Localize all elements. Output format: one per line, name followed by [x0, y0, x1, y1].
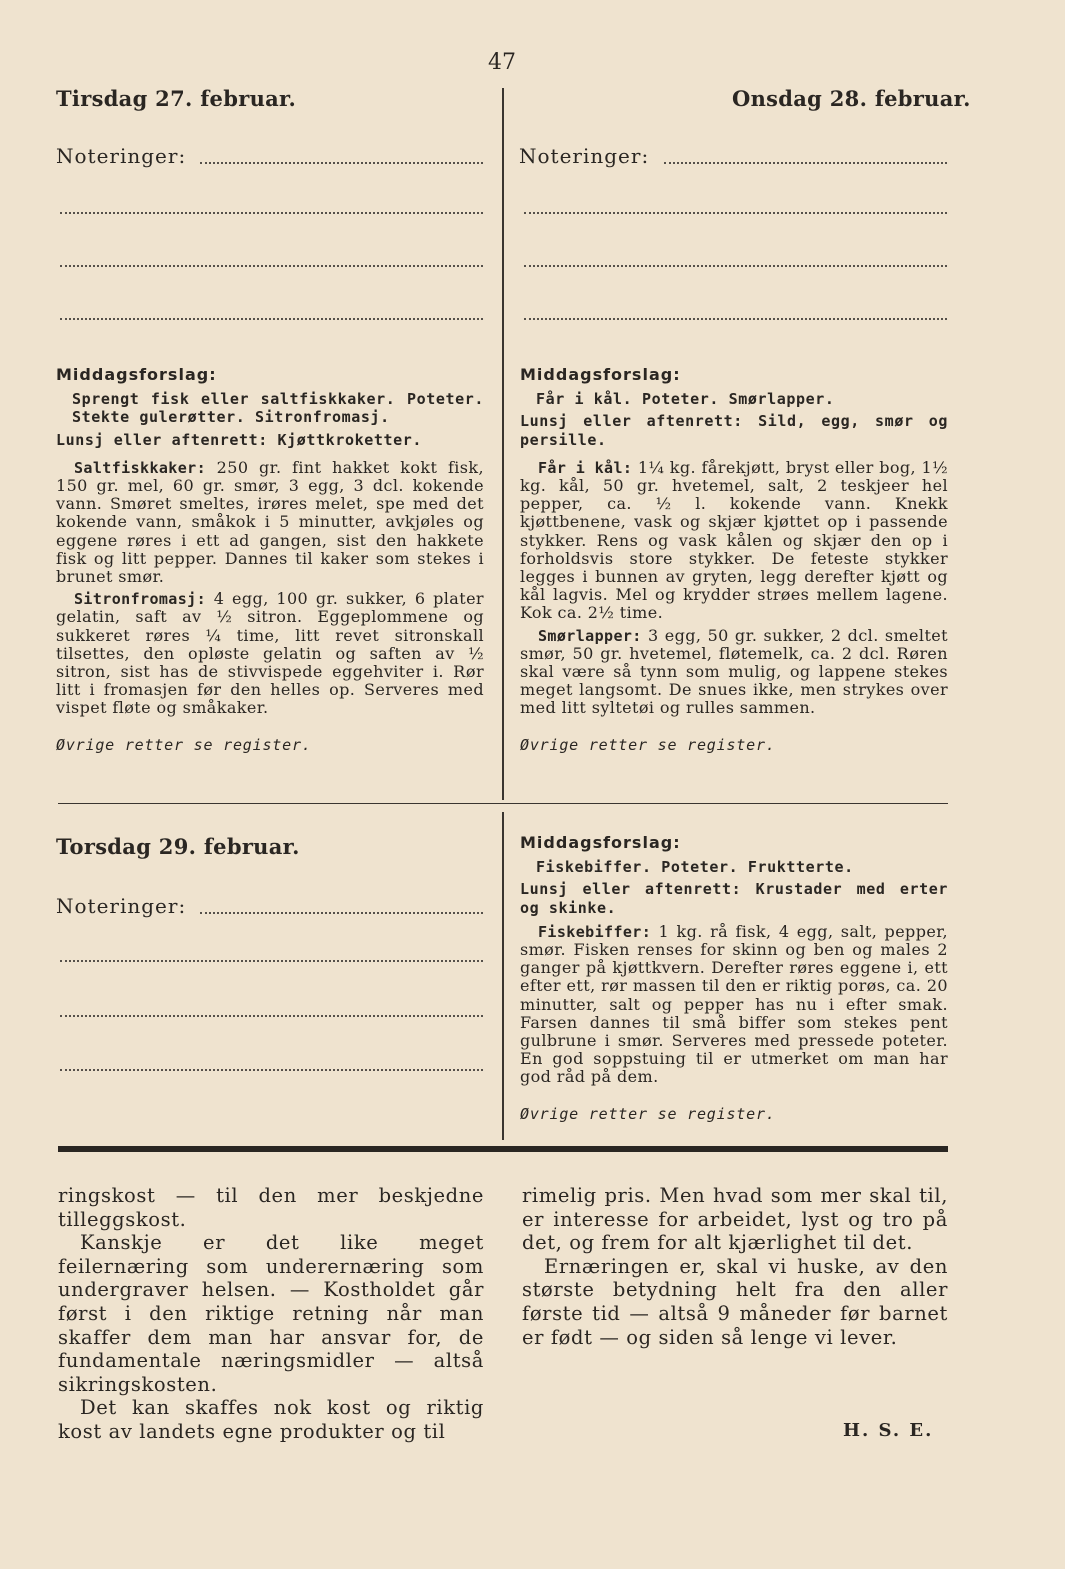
lunch-label: Lunsj eller aftenrett: [520, 880, 742, 899]
recipe-paragraph [520, 459, 948, 623]
recipe-paragraph [520, 627, 948, 718]
article-column-left [58, 1184, 484, 1444]
recipe-text: 1 kg. rå fisk, 4 egg, salt, pepper, smør. Fisken renses for skinn og ben og males 2 ganger på kjøttkvern. Derefter røres eggene i, ett efter ett, rør massen til den er riktig porøs, ca. 20 minutter, salt og pepper has nu i efter smak. Farsen dannes til små biffer som stekes pent gulbrune i smør. Serveres med pressede poteter. En god soppstuing til er utmerket om man har god råd på dem. [520, 921, 948, 1087]
suggestion-label: Middagsforslag: [520, 833, 681, 852]
recipe-text: 1¼ kg. fårekjøtt, bryst eller bog, 1½ kg. kål, 50 gr. hvetemel, salt, 2 teskjeer hel pepper, ca. ½ l. kokende vann. Knekk kjøttbenene, vask og skjær kjøttet op i passende stykker. Rens og vask kålen og skjær den op i forholdsvis store stykker. De feteste stykker legges i bunnen av gryten, legg derefter kjøtt og kål lagvis. Mel og krydder strøes mellem lagene. Kok ca. 2½ time. [520, 457, 948, 623]
notes-label-thursday [56, 894, 186, 918]
day-heading-wednesday: Onsdag 28. februar. [732, 86, 971, 111]
other-dishes-note: Øvrige retter se register. [520, 735, 776, 754]
dinner-menu: Får i kål. Poteter. Smørlapper. [536, 390, 835, 409]
lunch-line [56, 431, 484, 449]
lunch-dish: Kjøttkroketter. [277, 430, 422, 449]
notes-dotline [524, 265, 947, 267]
notes-dotline [60, 318, 483, 320]
notes-label-tuesday [56, 144, 186, 168]
other-dishes-note: Øvrige retter se register. [520, 1104, 776, 1123]
recipe-name: Saltfiskkaker: [74, 458, 207, 477]
notes-dotline [60, 212, 483, 214]
author-signature: H. S. E. [843, 1420, 934, 1441]
recipe-text: 250 gr. fint hakket kokt fisk, 150 gr. mel, 60 gr. smør, 3 egg, 3 dcl. kokende vann. Smøret smeltes, irøres melet, spe med det kokende vann, småkok i 5 minutter, avkjøles og eggene røres i ett ad gangen, sist den hakkete fisk og litt pepper. Dannes til kaker som stekes i brunet smør. [56, 457, 484, 587]
notes-dotline [60, 1015, 483, 1017]
notes-dotline [60, 265, 483, 267]
notes-dotline [524, 212, 947, 214]
lunch-dish: Sild, egg, smør og persille. [520, 412, 948, 449]
day-heading-thursday: Torsdag 29. februar. [56, 834, 300, 859]
dinner-menu: Fiskebiffer. Poteter. Fruktterte. [536, 858, 854, 877]
lunch-label: Lunsj eller aftenrett: [56, 430, 268, 449]
lunch-label: Lunsj eller aftenrett: [520, 412, 743, 431]
notes-dotline [200, 162, 483, 164]
article-paragraph: ringskost — til den mer beskjedne tilleggskost. [58, 1184, 484, 1231]
notes-label-text: Noteringer: [56, 894, 187, 918]
recipe-name: Smørlapper: [538, 626, 642, 645]
lunch-dish: Krustader med erter og skinke. [520, 880, 948, 917]
recipe-paragraph [56, 459, 484, 586]
article-column-right [522, 1184, 948, 1349]
notes-dotline [524, 318, 947, 320]
thick-rule [58, 1146, 948, 1152]
notes-dotline [60, 960, 483, 962]
recipe-column-thursday [520, 834, 948, 1123]
lunch-line [520, 412, 948, 448]
recipe-text: 4 egg, 100 gr. sukker, 6 plater gelatin, saft av ½ sitron. Eggeplommene og sukkeret røres ¼ time, litt revet sitronskall tilsettes, den opløste gelatin og saften av ½ sitron, sist has de stivvispede eggehviter i. Rør litt i fromasjen før den helles op. Serveres med vispet fløte og småkaker. [56, 589, 484, 718]
lunch-line [520, 880, 948, 916]
recipe-column-wednesday [520, 366, 948, 754]
notes-label-text: Noteringer: [56, 144, 187, 168]
recipe-name: Får i kål: [538, 458, 633, 477]
recipe-column-tuesday [56, 366, 484, 754]
suggestion-label: Middagsforslag: [520, 365, 681, 384]
article-paragraph: Kanskje er det like meget feilernæring som underernæring som undergraver helsen. — Kostholdet går først i den riktige retning når man skaffer dem man har ansvar for, de fundamentale næringsmidler — altså sikringskosten. [58, 1231, 484, 1396]
section-divider [58, 803, 948, 804]
suggestion-label: Middagsforslag: [56, 365, 217, 384]
other-dishes-note: Øvrige retter se register. [56, 735, 312, 754]
article-paragraph: Det kan skaffes nok kost og riktig kost av landets egne produkter og til [58, 1396, 484, 1443]
recipe-name: Sitronfromasj: [74, 590, 207, 609]
notes-dotline [664, 162, 947, 164]
column-divider-middle [502, 812, 504, 1140]
page-number: 47 [488, 50, 516, 75]
column-divider-top [502, 88, 504, 800]
dinner-menu: Sprengt fisk eller saltfiskkaker. Poteter. Stekte gulerøtter. Sitronfromasj. [72, 390, 484, 427]
recipe-text: 3 egg, 50 gr. sukker, 2 dcl. smeltet smør, 50 gr. hvetemel, fløtemelk, ca. 2 dcl. Røren skal være så tynn som mulig, og lappene stekes meget langsomt. De snues ikke, men strykes over med litt syltetøi og rulles sammen. [520, 625, 948, 718]
recipe-paragraph [520, 923, 948, 1087]
article-paragraph: rimelig pris. Men hvad som mer skal til, er interesse for arbeidet, lyst og tro på det, og frem for alt kjærlighet til det. [522, 1184, 948, 1255]
notes-dotline [60, 1069, 483, 1071]
recipe-name: Fiskebiffer: [538, 922, 652, 941]
notes-dotline [200, 912, 483, 914]
recipe-paragraph [56, 590, 484, 717]
notes-label-text: Noteringer: [519, 144, 650, 168]
article-paragraph: Ernæringen er, skal vi huske, av den største betydning helt fra den aller første tid — altså 9 måneder før barnet er født — og siden så lenge vi lever. [522, 1254, 948, 1349]
notes-label-wednesday [519, 144, 649, 168]
day-heading-tuesday: Tirsdag 27. februar. [56, 86, 297, 111]
